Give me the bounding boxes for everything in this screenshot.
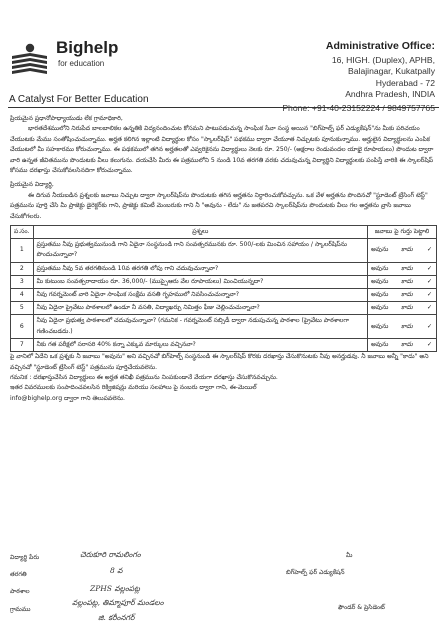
answer-cell [368,262,437,275]
salutation-student: ప్రియమైన విద్యార్థి, [10,181,54,189]
district-field[interactable]: జి. కరీంనగర్ [98,613,135,622]
row-question: ప్రస్తుతము నీవు ప్రభుత్వమునుండి గాని ఏదైనా సంస్థనుండి గాని సంవత్సరమునకు రూ. 500/-లకు మించిన సహాయం / స్కాలర్‌షిప్‌ను పొందుచున్నావా? [33,239,367,262]
intro-paragraph: భారతదేశములోని నిరుపేద బాలబాలికల ఉన్నతికి విద్యనందించుట కోసమని పాటుపడుచున్న సాంఘిక సేవా సంస్థ అయిన "బిగ్‌హెల్ప్ ఫర్ ఎడ్యుకేషన్"ను మీకు పరిచయం చేయుటకు మేము సంతోషించుచున్నాము. అర్హత కలిగిన ఇల్లాంటి విద్యార్థుల కోసం "స్కాలర్‌షిప్" పథకము ద్వారా చేయూత నిచ్చుటకు పూనుకున్నాము. అర్హులైన విద్యార్థులను ఎంపిక చేయుటలో మీ సహకారము కోరుచున్నాము. ఈ పథకములో తగిన అర్హతలతో ఎవ్వరికైనను విద్యార్థులు నెలకు రూ. 250/- (అక్షరాల రెండువందల యాభై రూపాయలు) పొందుట ద్వారా వారి ఉన్నత జీవితమును పొందుటకు వీలు కలుగును. దయచేసి మీరు ఈ పత్రములోని 5 నుండి 10వ తరగతి వరకు చదువుచున్న విద్యార్థిని విద్యార్థులకు పంపిస్తే వారికి ఈ స్కాలర్‌షిప్ కోసము దరఖాస్తు చేసుకోవలసినదిగా కోరుచున్నాము. [10,125,434,175]
student-paragraph: ఈ దిగువ నీయబడిన ప్రశ్నలకు జవాబు నిచ్చుట ద్వారా స్కాలర్‌షిప్‌ను పొందుటకు తగిన అర్హతను నిర్ధారించుకోవచ్చును. ఒక వేళ అర్హతను పొందినచో "స్టూడెంట్ ట్రేసింగ్ టెస్ట్" పత్రమును పూర్తి చేసి మీ ప్రాజెక్టు డైరెక్టర్‌కు గాని, ప్రాజెక్టు కమిటీ మెంబరుకు గాని నీ "అవును - లేదు" ను జతపరచి స్కాలర్‌షిప్‌ను పొందుటకు వీలు గల అర్హతను వ్రాసి జవాబు చేసుకోగలరు. [10,191,428,220]
checkmark-icon: ✓ [427,264,433,272]
answer-cell [368,275,437,288]
answer-cell [368,302,437,315]
email-line: info@bighelp.org ద్వారా గాని తెలుపవలెను. [10,394,125,402]
signatory-title: ఫౌండర్ & ప్రెసిడెంట్ [338,604,385,611]
brand-subtitle: for education [58,59,105,68]
checkmark-icon: ✓ [427,246,433,254]
closing-label: మీ [346,552,353,559]
school-label: పాఠశాల [10,588,30,595]
row-number: 7 [11,338,34,351]
answer-cell [368,289,437,302]
organization-name: బిగ్‌హెల్ప్ ఫర్ ఎడ్యుకేషన్ [286,569,345,576]
yes-option[interactable]: అవును [371,291,389,299]
name-label: విద్యార్థి పేరు [10,554,40,561]
office-line: Hyderabad - 72 [375,77,435,88]
no-option[interactable]: కాదు [401,246,413,254]
no-option[interactable]: కాదు [401,304,413,312]
row-question: మీ కుటుంబ సంవత్సరాదాయం రూ. 36,000/- (ముప్పైఆరు వేల రూపాయలు) మించియున్నదా? [33,275,367,288]
row-question: నీకు గత పరీక్షలో సరాసరి 40% కన్నా ఎక్కువ మార్కులు వచ్చినవా? [33,338,367,351]
row-number: 4 [11,289,34,302]
row-question: నీవు ఏదైనా ప్రభుత్వ పాఠశాలలో చదువుచున్నావా? (గమనిక - గవర్నమెంట్ సబ్సిడీ ద్వారా నడుపుచున్న పాఠశాల (ప్రైవేటు పాఠశాలగా గణించబడదు.) [33,315,367,338]
row-question: నీవు ఏదైనా ప్రైవేటు పాఠశాలలో ఉండూ నీ వసతి, విద్యాఖర్చు నిమిత్తం ఫీజు చెల్లించుచున్నావా? [33,302,367,315]
table-row [11,338,437,351]
no-option[interactable]: కాదు [401,322,413,330]
yes-option[interactable]: అవును [371,246,389,254]
column-header-question: ప్రశ్నలు [33,226,367,239]
row-number: 5 [11,302,34,315]
class-label: తరగతి [10,571,27,578]
checkmark-icon: ✓ [427,340,433,348]
no-option[interactable]: కాదు [401,264,413,272]
brand-name: Bighelp [56,38,119,57]
office-address [235,40,435,114]
table-header-row [11,226,437,239]
yes-option[interactable]: అవును [371,304,389,312]
office-line: 16, HIGH. (Duplex), APHB, [331,55,435,65]
village-field[interactable]: వల్లంపట్ల, తిమ్మాపూర్ మండలం [72,598,164,607]
yes-option[interactable]: అవును [371,277,389,285]
eligibility-note: పై వానిలో ఏదేని ఒక ప్రశ్నకు నీ జవాబు "అవును" అని వచ్చినచో బిగ్‌హెల్ప్ సంస్థనుండి ఈ స్కాలర్‌షిప్ కొరకు దరఖాస్తు చేసుకొనుటకు నీవు అనర్హుడవు. నీ జవాబు అన్నీ "కాదు" అని వచ్చినచో "స్టూడెంట్ ట్రేసింగ్ టెస్ట్" పత్రమును పూర్తిచేయవలెను. [10,353,429,371]
remark-note: గమనిక : దరఖాస్తుచేసిన విద్యార్థులు ఈ అర్హత తనిఖీ పత్రమును నింపకుండానే వేయగా దరఖాస్తు చేసుకొనవచ్చును. [10,373,278,381]
village-label: గ్రామము [10,606,31,613]
office-line: Balajinagar, Kukatpally [348,66,435,77]
salutation-headmaster: ప్రియమైన ప్రధానోపాధ్యాయుడు లేక గ్రామాధికారి, [10,115,123,122]
column-header-answer: జవాబు పై గుర్తు పెట్టాలి [368,226,437,239]
name-field[interactable]: చెరుకూరి రామలింగం [80,550,141,559]
row-number: 1 [11,239,34,262]
checkmark-icon: ✓ [427,291,433,299]
yes-option[interactable]: అవును [371,264,389,272]
answer-cell [368,338,437,351]
contact-note: ఇతర వివరములకు సంపాదించవలసిన రిక్విజిషన్లు మరియు సలహాలు పై నంబరు ద్వారా గాని, ఈ-మెయిల్ [10,384,257,392]
office-phone: Phone: +91-40-23152224 / 9849757765 [282,103,435,114]
header-divider [8,107,439,108]
office-line: Andhra Pradesh, INDIA [345,88,435,99]
no-option[interactable]: కాదు [401,340,413,348]
row-number: 3 [11,275,34,288]
tagline: A Catalyst For Better Education [9,94,149,105]
row-number: 2 [11,262,34,275]
table-row [11,262,437,275]
table-row [11,302,437,315]
book-stack-icon [9,42,49,78]
table-row [11,239,437,262]
yes-option[interactable]: అవును [371,322,389,330]
checkmark-icon: ✓ [427,304,433,312]
table-row [11,275,437,288]
class-field[interactable]: 8 వ [110,566,123,575]
no-option[interactable]: కాదు [401,277,413,285]
school-field[interactable]: ZPHS వల్లంపట్ల [90,584,140,593]
answer-cell [368,315,437,338]
row-question: నీవు గవర్నమెంట్ వారి ఏదైనా సాంఘిక సంక్షేమ వసతి గృహములో నివసించుచున్నావా? [33,289,367,302]
table-row [11,289,437,302]
yes-option[interactable]: అవును [371,340,389,348]
checkmark-icon: ✓ [427,322,433,330]
row-question: ప్రస్తుతము నీవు 5వ తరగతినుండి 10వ తరగతి లోపు గాని చదువుచున్నావా? [33,262,367,275]
letter-body [10,114,437,404]
answer-cell [368,239,437,262]
office-title: Administrative Office: [325,40,435,52]
no-option[interactable]: కాదు [401,291,413,299]
eligibility-table [10,225,437,352]
row-number: 6 [11,315,34,338]
column-header-number: ప.సం. [11,226,34,239]
checkmark-icon: ✓ [427,277,433,285]
table-row [11,315,437,338]
